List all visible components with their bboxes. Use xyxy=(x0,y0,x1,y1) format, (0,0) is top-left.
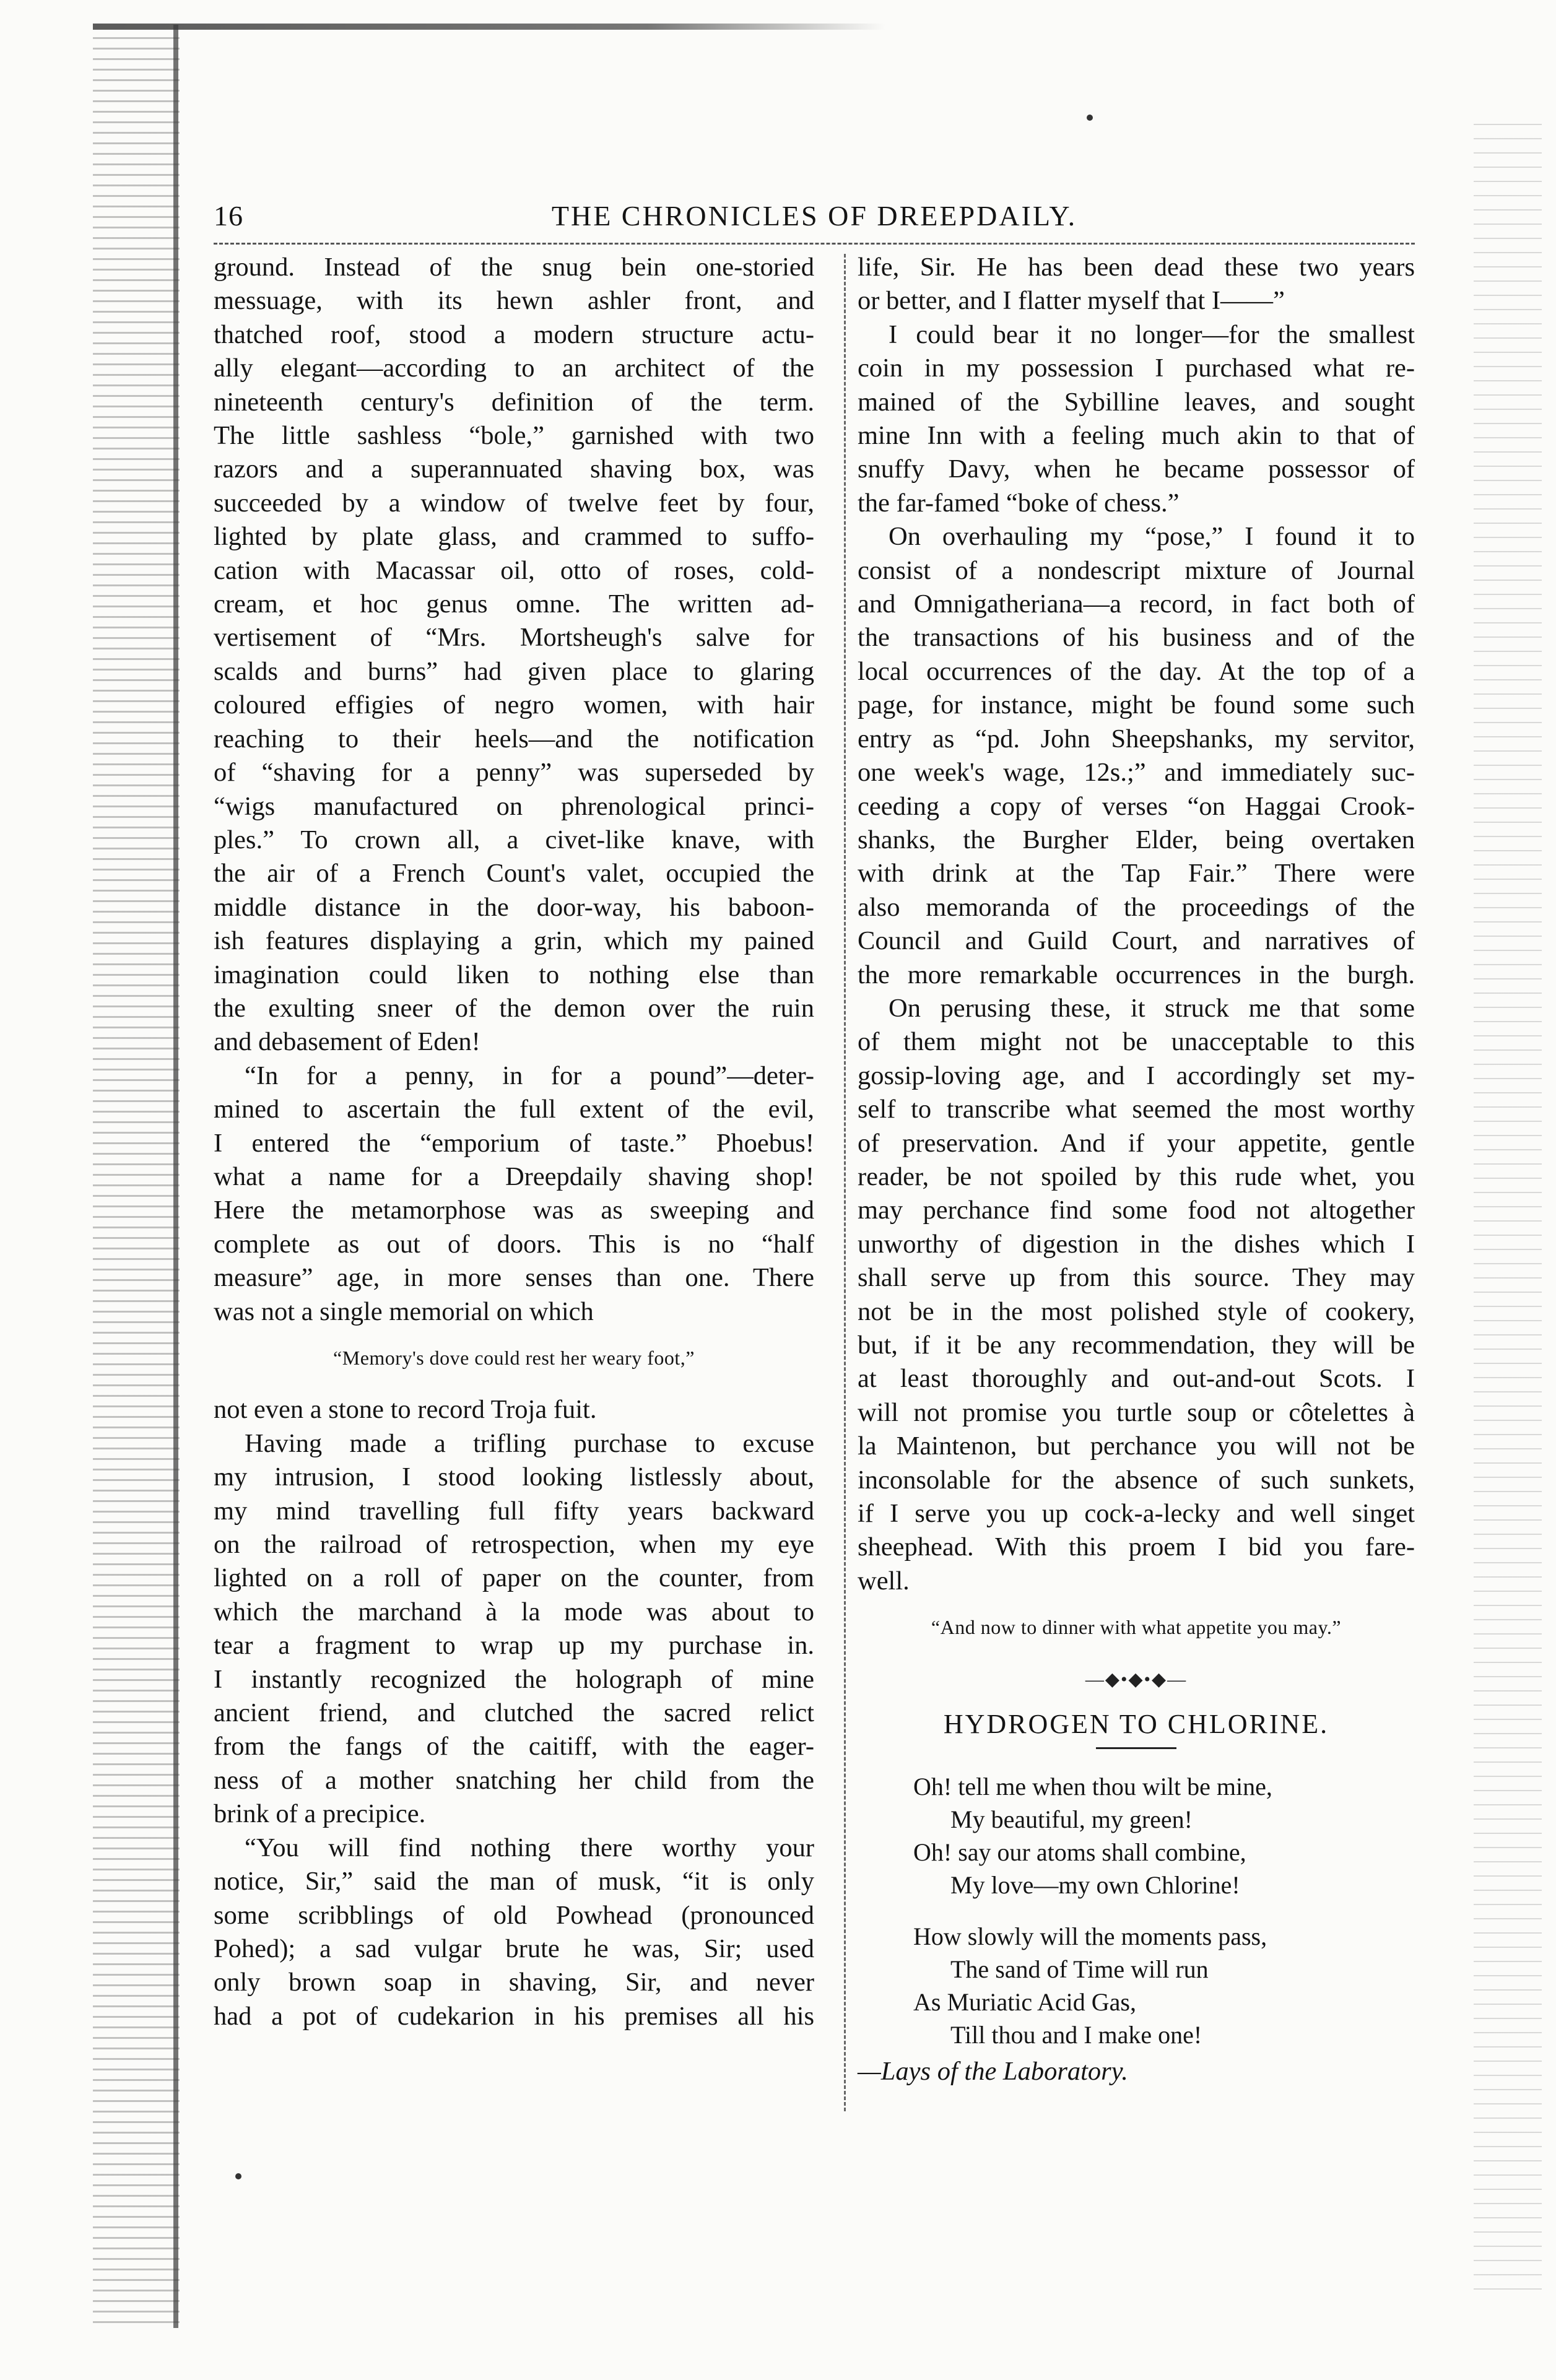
text-line: my mind travelling full fifty years backward xyxy=(214,1496,814,1526)
text-line: or better, and I flatter myself that I——” xyxy=(858,286,1285,316)
text-line: ness of a mother snatching her child from the xyxy=(214,1765,814,1795)
verse-line: How slowly will the moments pass, xyxy=(913,1922,1267,1951)
text-line: only brown soap in shaving, Sir, and never xyxy=(214,1968,814,1997)
text-line: unworthy of digestion in the dishes which I xyxy=(858,1229,1415,1259)
text-line: well. xyxy=(858,1566,910,1596)
text-line: ground. Instead of the snug bein one-storied xyxy=(214,253,814,282)
text-line: Having made a trifling purchase to excuse xyxy=(245,1428,814,1458)
text-line: was not a single memorial on which xyxy=(214,1296,594,1326)
text-line: life, Sir. He has been dead these two years xyxy=(858,253,1415,282)
verse-line: The sand of Time will run xyxy=(950,1955,1209,1984)
text-line: but, if it be any recommendation, they will be xyxy=(858,1331,1415,1360)
text-line: some scribblings of old Powhead (pronounced xyxy=(214,1900,814,1930)
text-line: tear a fragment to wrap up my purchase in. xyxy=(214,1631,814,1661)
text-line: shall serve up from this source. They may xyxy=(858,1263,1415,1293)
verse-line: Oh! tell me when thou wilt be mine, xyxy=(913,1773,1272,1801)
text-line: imagination could liken to nothing else than xyxy=(214,960,814,989)
text-line: mined to ascertain the full extent of the evil, xyxy=(214,1095,814,1124)
text-line: shanks, the Burgher Elder, being overtaken xyxy=(858,825,1415,854)
text-line: will not promise you turtle soup or côtelettes à xyxy=(858,1397,1415,1427)
text-line: sheephead. With this proem I bid you fare- xyxy=(858,1532,1415,1562)
text-line: I instantly recognized the holograph of mine xyxy=(214,1664,814,1694)
scan-binding-line xyxy=(173,25,178,2328)
text-line: not even a stone to record Troja fuit. xyxy=(214,1395,597,1425)
text-line: The little sashless “bole,” garnished with two xyxy=(214,421,814,451)
text-line: on the railroad of retrospection, when my eye xyxy=(214,1530,814,1560)
text-line: local occurrences of the day. At the top of a xyxy=(858,656,1415,686)
text-line: “In for a penny, in for a pound”—deter- xyxy=(245,1061,814,1090)
text-line: which the marchand à la mode was about to xyxy=(214,1597,814,1626)
verse-line: Oh! say our atoms shall combine, xyxy=(913,1838,1246,1867)
text-line: of preservation. And if your appetite, gentle xyxy=(858,1128,1415,1158)
text-line: ish features displaying a grin, which my pained xyxy=(214,926,814,956)
text-line: the far-famed “boke of chess.” xyxy=(858,488,1180,518)
quoted-line: “And now to dinner with what appetite you may.” xyxy=(931,1616,1342,1639)
scan-edge-left xyxy=(93,37,180,2328)
text-line: I could bear it no longer—for the smallest xyxy=(889,319,1415,349)
text-line: may perchance find some food not altogether xyxy=(858,1196,1415,1225)
text-line: one week's wage, 12s.;” and immediately suc- xyxy=(858,758,1415,788)
right-column xyxy=(858,251,1415,2089)
text-line: consist of a nondescript mixture of Journal xyxy=(858,555,1415,585)
text-line: had a pot of cudekarion in his premises all his xyxy=(214,2001,814,2031)
scan-edge-top xyxy=(93,24,885,30)
quoted-line: “Memory's dove could rest her weary foot,” xyxy=(333,1347,695,1369)
running-title: THE CHRONICLES OF DREEPDAILY. xyxy=(551,200,1077,232)
poem-title: HYDROGEN TO CHLORINE. xyxy=(943,1709,1329,1740)
verse-line: My beautiful, my green! xyxy=(950,1805,1193,1834)
text-line: mine Inn with a feeling much akin to that of xyxy=(858,421,1415,451)
text-line: not be in the most polished style of cookery, xyxy=(858,1296,1415,1326)
text-line: my intrusion, I stood looking listlessly about, xyxy=(214,1462,814,1492)
text-line: reaching to their heels—and the notification xyxy=(214,724,814,754)
verse-line: My love—my own Chlorine! xyxy=(950,1871,1240,1900)
column-divider xyxy=(844,254,846,2111)
text-line: of them might not be unacceptable to this xyxy=(858,1027,1415,1057)
text-line: ples.” To crown all, a civet-like knave, with xyxy=(214,825,814,854)
text-line: messuage, with its hewn ashler front, and xyxy=(214,286,814,316)
scan-speck xyxy=(1087,115,1093,121)
text-line: also memoranda of the proceedings of the xyxy=(858,892,1415,922)
text-line: if I serve you up cock-a-lecky and well singet xyxy=(858,1499,1415,1529)
text-line: snuffy Davy, when he became possessor of xyxy=(858,454,1415,484)
text-line: “wigs manufactured on phrenological princi- xyxy=(214,791,814,821)
poem-attribution: —Lays of the Laboratory. xyxy=(858,2057,1128,2087)
scan-edge-right xyxy=(1474,124,1542,2291)
text-line: thatched roof, stood a modern structure actu- xyxy=(214,319,814,349)
stanza-gap xyxy=(858,1901,1415,1920)
text-line: razors and a superannuated shaving box, was xyxy=(214,454,814,484)
text-line: coloured effigies of negro women, with hair xyxy=(214,690,814,720)
text-line: self to transcribe what seemed the most worthy xyxy=(858,1095,1415,1124)
text-line: page, for instance, might be found some such xyxy=(858,690,1415,720)
text-line: la Maintenon, but perchance you will not be xyxy=(858,1431,1415,1461)
page-number: 16 xyxy=(214,200,243,232)
scan-speck xyxy=(235,2173,241,2179)
text-line: Council and Guild Court, and narratives of xyxy=(858,926,1415,956)
text-line: Here the metamorphose was as sweeping and xyxy=(214,1196,814,1225)
text-line: middle distance in the door-way, his baboon- xyxy=(214,892,814,922)
text-line: at least thoroughly and out-and-out Scots. I xyxy=(858,1364,1415,1394)
text-line: gossip-loving age, and I accordingly set my- xyxy=(858,1061,1415,1090)
text-line: brink of a precipice. xyxy=(214,1799,426,1829)
text-line: mained of the Sybilline leaves, and sought xyxy=(858,387,1415,417)
text-line: succeeded by a window of twelve feet by four, xyxy=(214,488,814,518)
text-line: “You will find nothing there worthy your xyxy=(245,1833,814,1862)
text-line: from the fangs of the caitiff, with the eager- xyxy=(214,1732,814,1761)
text-line: the exulting sneer of the demon over the ruin xyxy=(214,993,814,1023)
text-line: notice, Sir,” said the man of musk, “it is only xyxy=(214,1867,814,1896)
header-rule xyxy=(214,243,1415,245)
text-line: reader, be not spoiled by this rude whet, you xyxy=(858,1162,1415,1191)
page-header xyxy=(214,192,1415,241)
text-line: Pohed); a sad vulgar brute he was, Sir; used xyxy=(214,1934,814,1963)
text-line: On perusing these, it struck me that some xyxy=(889,993,1415,1023)
text-line: and debasement of Eden! xyxy=(214,1027,480,1057)
text-line: entry as “pd. John Sheepshanks, my servitor, xyxy=(858,724,1415,754)
text-line: cream, et hoc genus omne. The written ad- xyxy=(214,589,814,619)
left-column xyxy=(214,251,814,2033)
text-line: ally elegant—according to an architect of the xyxy=(214,354,814,383)
text-line: the air of a French Count's valet, occupied the xyxy=(214,859,814,888)
text-line: coin in my possession I purchased what re- xyxy=(858,354,1415,383)
verse-line: Till thou and I make one! xyxy=(950,2021,1202,2049)
text-line: complete as out of doors. This is no “half xyxy=(214,1229,814,1259)
text-line: lighted by plate glass, and crammed to suffo- xyxy=(214,522,814,552)
text-line: with drink at the Tap Fair.” There were xyxy=(858,859,1415,888)
text-line: lighted on a roll of paper on the counter, from xyxy=(214,1563,814,1593)
verse-line: As Muriatic Acid Gas, xyxy=(913,1988,1136,2017)
text-line: ceeding a copy of verses “on Haggai Crook- xyxy=(858,791,1415,821)
text-line: cation with Macassar oil, otto of roses, cold- xyxy=(214,555,814,585)
poem-title-rule xyxy=(1096,1747,1176,1749)
text-line: On overhauling my “pose,” I found it to xyxy=(889,522,1415,552)
text-line: I entered the “emporium of taste.” Phoebus! xyxy=(214,1128,814,1158)
text-line: measure” age, in more senses than one. There xyxy=(214,1263,814,1293)
text-line: the more remarkable occurrences in the burgh. xyxy=(858,960,1415,989)
text-line: nineteenth century's definition of the term. xyxy=(214,387,814,417)
text-line: and Omnigatheriana—a record, in fact both of xyxy=(858,589,1415,619)
text-line: inconsolable for the absence of such sunkets, xyxy=(858,1465,1415,1495)
text-line: the transactions of his business and of the xyxy=(858,623,1415,653)
text-line: vertisement of “Mrs. Mortsheugh's salve for xyxy=(214,623,814,653)
text-line: what a name for a Dreepdaily shaving shop! xyxy=(214,1162,814,1191)
ornament-divider: —◆•◆•◆— xyxy=(1085,1669,1188,1690)
text-line: ancient friend, and clutched the sacred relict xyxy=(214,1698,814,1728)
text-line: scalds and burns” had given place to glaring xyxy=(214,656,814,686)
text-line: of “shaving for a penny” was superseded by xyxy=(214,758,814,788)
